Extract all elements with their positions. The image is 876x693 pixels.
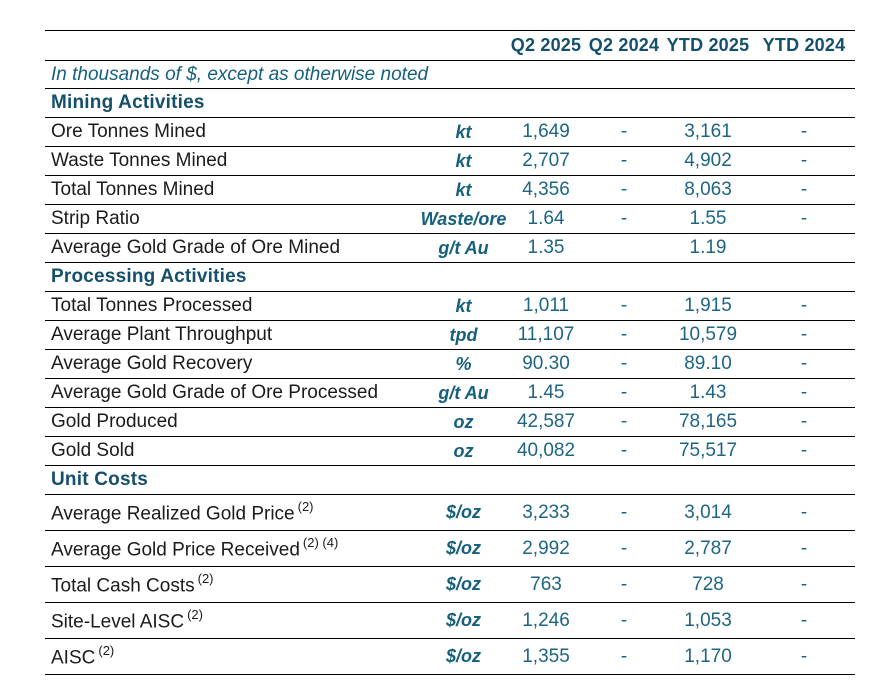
value-q2-2024: -	[620, 150, 628, 171]
table-row-waste-tonnes-mined	[45, 147, 855, 176]
value-q2-2025: 1.35	[527, 237, 565, 258]
row-unit: $/oz	[445, 646, 481, 666]
value-ytd-2025: 10,579	[678, 324, 738, 345]
table-row-aisc	[45, 639, 855, 675]
section-title: Processing Activities	[51, 266, 247, 287]
value-q2-2024: -	[620, 501, 628, 523]
value-ytd-2024: -	[800, 411, 808, 432]
footnote-reference: (2)	[98, 642, 115, 658]
section-header-unit-costs	[45, 466, 855, 495]
value-ytd-2024: -	[800, 609, 808, 631]
value-q2-2025: 1,246	[522, 609, 570, 631]
row-unit: %	[455, 353, 472, 374]
row-label-text: AISC	[51, 647, 96, 669]
row-label	[45, 536, 420, 561]
row-unit: $/oz	[445, 610, 481, 630]
row-label-text: Waste Tonnes Mined	[51, 150, 228, 171]
row-unit: $/oz	[445, 574, 481, 594]
value-ytd-2025: 3,161	[684, 121, 732, 142]
value-q2-2025: 1,649	[522, 121, 570, 142]
value-ytd-2025: 75,517	[678, 440, 738, 461]
row-label	[45, 644, 420, 669]
value-q2-2025: 11,107	[517, 324, 575, 345]
value-q2-2025: 3,233	[522, 501, 570, 523]
row-label	[45, 237, 420, 259]
value-ytd-2024: -	[800, 537, 808, 559]
value-q2-2025: 1.64	[527, 208, 565, 229]
value-q2-2024: -	[620, 324, 628, 345]
table-row-average-gold-grade-of-ore-processed	[45, 379, 855, 408]
value-q2-2024: -	[620, 208, 628, 229]
row-label	[45, 608, 420, 633]
value-ytd-2025: 1.19	[689, 237, 727, 258]
row-label	[45, 150, 420, 172]
value-ytd-2024: -	[800, 179, 808, 200]
value-ytd-2025: 4,902	[684, 150, 732, 171]
section-header-mining-activities	[45, 89, 855, 118]
value-q2-2025: 1.45	[527, 382, 565, 403]
column-header-q2-2024: Q2 2024	[588, 35, 660, 55]
table-row-total-cash-costs	[45, 567, 855, 603]
value-ytd-2024: -	[800, 382, 808, 403]
value-q2-2024: -	[620, 179, 628, 200]
row-unit: oz	[453, 411, 474, 432]
row-unit: tpd	[449, 324, 478, 345]
row-label-text: Gold Produced	[51, 411, 178, 432]
value-ytd-2025: 728	[692, 573, 724, 595]
units-note: In thousands of $, except as otherwise noted	[51, 63, 429, 85]
section-title: Mining Activities	[51, 92, 205, 113]
value-q2-2024: -	[620, 411, 628, 432]
value-ytd-2024: -	[800, 324, 808, 345]
value-ytd-2025: 2,787	[684, 537, 732, 559]
row-label-text: Average Gold Recovery	[51, 353, 253, 374]
value-ytd-2024: -	[800, 121, 808, 142]
value-q2-2025: 42,587	[516, 411, 576, 432]
value-ytd-2024: -	[800, 645, 808, 667]
table-subtitle-row	[45, 61, 855, 89]
table-row-gold-produced	[45, 408, 855, 437]
row-label-text: Strip Ratio	[51, 208, 140, 229]
value-q2-2024: -	[620, 440, 628, 461]
value-q2-2025: 763	[530, 573, 562, 595]
table-row-average-gold-price-received	[45, 531, 855, 567]
value-ytd-2025: 1.55	[689, 208, 727, 229]
value-ytd-2025: 1.43	[689, 382, 727, 403]
value-q2-2024: -	[620, 382, 628, 403]
value-q2-2024: -	[620, 353, 628, 374]
row-label-text: Gold Sold	[51, 440, 135, 461]
column-header-ytd-2025: YTD 2025	[666, 35, 750, 55]
value-ytd-2024: -	[800, 208, 808, 229]
row-unit: kt	[455, 121, 472, 142]
row-label-text: Total Cash Costs	[51, 575, 195, 597]
row-label-text: Ore Tonnes Mined	[51, 121, 206, 142]
table-body	[45, 89, 855, 675]
row-unit: Waste/ore	[420, 208, 507, 229]
row-label-text: Average Gold Price Received	[51, 539, 300, 561]
table-row-total-tonnes-mined	[45, 176, 855, 205]
value-ytd-2025: 1,170	[684, 645, 732, 667]
footnote-reference: (2)	[187, 606, 203, 622]
row-label	[45, 411, 420, 433]
value-q2-2025: 90.30	[522, 353, 570, 374]
table-row-average-plant-throughput	[45, 321, 855, 350]
row-unit: $/oz	[445, 502, 481, 522]
footnote-reference: (2)	[197, 570, 214, 586]
row-label	[45, 295, 420, 317]
value-q2-2024: -	[620, 537, 628, 559]
footnote-reference: (2) (4)	[302, 534, 339, 550]
table-row-total-tonnes-processed	[45, 292, 855, 321]
row-label	[45, 382, 420, 404]
table-header-row	[45, 31, 855, 61]
row-label-text: Average Gold Grade of Ore Mined	[51, 237, 341, 258]
row-unit: kt	[455, 295, 472, 316]
row-label	[45, 121, 420, 143]
section-header-processing-activities	[45, 263, 855, 292]
table-row-gold-sold	[45, 437, 855, 466]
value-q2-2025: 4,356	[522, 179, 570, 200]
row-label	[45, 179, 420, 201]
row-unit: kt	[455, 179, 472, 200]
row-unit: kt	[455, 150, 472, 171]
value-q2-2024: -	[620, 295, 628, 316]
value-ytd-2025: 3,014	[684, 501, 732, 523]
row-label	[45, 440, 420, 462]
value-q2-2024: -	[620, 121, 628, 142]
value-ytd-2025: 8,063	[684, 179, 732, 200]
column-header-ytd-2024: YTD 2024	[762, 35, 846, 55]
row-unit: $/oz	[445, 538, 481, 558]
value-q2-2024: -	[620, 645, 628, 667]
value-ytd-2024: -	[800, 295, 808, 316]
value-ytd-2025: 89.10	[684, 353, 732, 374]
row-label-text: Site-Level AISC	[51, 611, 185, 633]
operating-results-table	[45, 30, 855, 675]
value-ytd-2025: 78,165	[678, 411, 738, 432]
footnote-reference: (2)	[297, 498, 314, 514]
table-row-average-realized-gold-price	[45, 495, 855, 531]
value-ytd-2024: -	[800, 573, 808, 595]
value-q2-2024: -	[620, 609, 628, 631]
value-ytd-2024: -	[800, 440, 808, 461]
row-label-text: Total Tonnes Processed	[51, 295, 253, 316]
value-ytd-2024: -	[800, 353, 808, 374]
table-row-ore-tonnes-mined	[45, 118, 855, 147]
value-q2-2025: 40,082	[516, 440, 576, 461]
value-ytd-2024: -	[800, 501, 808, 523]
row-label-text: Average Plant Throughput	[51, 324, 273, 345]
row-label-text: Total Tonnes Mined	[51, 179, 215, 200]
table-row-average-gold-recovery	[45, 350, 855, 379]
row-label	[45, 324, 420, 346]
table-row-average-gold-grade-of-ore-mined	[45, 234, 855, 263]
row-unit: oz	[453, 440, 474, 461]
value-q2-2024: -	[620, 573, 628, 595]
row-label	[45, 572, 420, 597]
value-q2-2025: 1,355	[522, 645, 570, 667]
value-q2-2025: 2,707	[522, 150, 570, 171]
row-label-text: Average Realized Gold Price	[51, 503, 295, 525]
section-title: Unit Costs	[51, 469, 148, 490]
row-label-text: Average Gold Grade of Ore Processed	[51, 382, 379, 403]
value-ytd-2025: 1,053	[684, 609, 732, 631]
row-unit: g/t Au	[438, 237, 489, 258]
table-row-site-level-aisc	[45, 603, 855, 639]
row-unit: g/t Au	[438, 382, 489, 403]
row-label	[45, 500, 420, 525]
row-label	[45, 353, 420, 375]
table-row-strip-ratio	[45, 205, 855, 234]
value-ytd-2025: 1,915	[684, 295, 732, 316]
row-label	[45, 208, 420, 230]
column-header-q2-2025: Q2 2025	[510, 35, 582, 55]
value-ytd-2024: -	[800, 150, 808, 171]
value-q2-2025: 1,011	[522, 295, 570, 316]
value-q2-2025: 2,992	[522, 537, 570, 559]
